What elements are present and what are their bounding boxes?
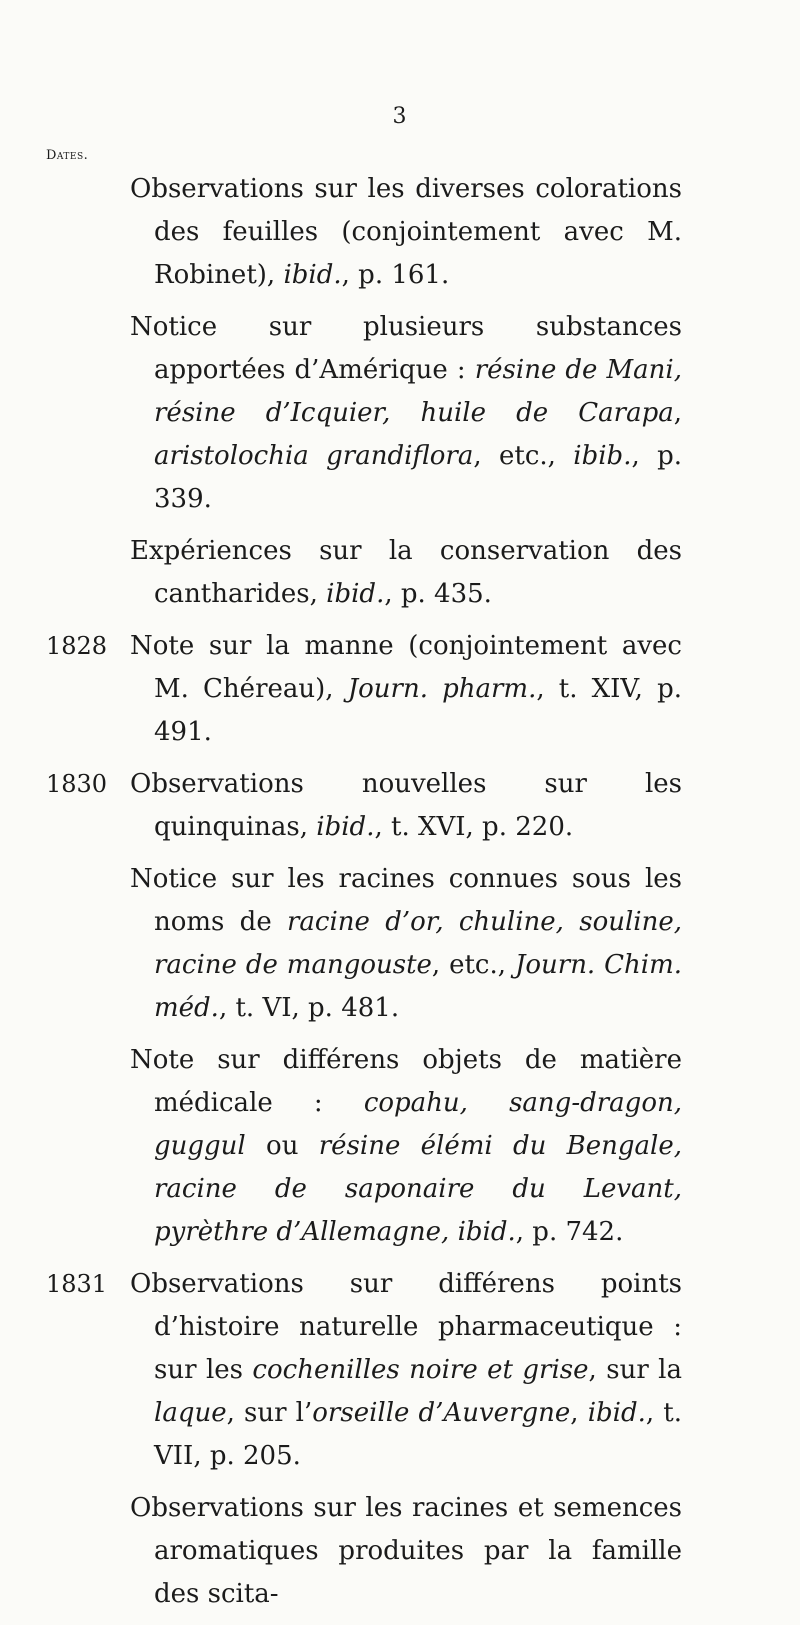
entry-text: , t. XIV, p. 491. <box>154 674 682 747</box>
entry-text: , p. 435. <box>384 579 492 609</box>
entry <box>130 1039 682 1254</box>
entry-italic-text: ibid. <box>326 579 385 609</box>
entry-text: Observations sur différens points d’histoire naturelle pharmaceutique : sur les <box>130 1269 682 1385</box>
entry-text: Observations sur les diverses colorations des feuilles (conjointement avec M. Robinet), <box>130 174 682 290</box>
entry <box>130 306 682 521</box>
entry-text: , sur l’ <box>226 1398 313 1428</box>
entry <box>130 530 682 616</box>
entry <box>46 625 682 754</box>
entry-text: , p. 161. <box>341 260 450 290</box>
entry-year: 1830 <box>46 770 108 798</box>
entry-text: , etc., <box>431 950 515 980</box>
entry-italic-text: résine de Mani, résine d’Icquier, huile de Carapa <box>154 355 682 428</box>
entry <box>130 168 682 297</box>
entry-text: , sur la <box>588 1355 682 1385</box>
entry <box>130 858 682 1030</box>
entry-text: , <box>673 398 682 428</box>
entry-italic-text: ibib. <box>573 441 632 471</box>
entry-italic-text: aristolochia grandiflora <box>154 441 474 471</box>
entry-year: 1828 <box>46 632 108 660</box>
entry-text: ou <box>245 1131 319 1161</box>
entry <box>46 1263 683 1478</box>
entry-text: Observations nouvelles sur les quinquinas, <box>130 769 682 842</box>
entry-text: , <box>570 1398 588 1428</box>
entry <box>130 1487 682 1616</box>
entry-italic-text: orseille d’Auvergne <box>312 1398 571 1428</box>
entry-italic-text: ibid. <box>316 812 375 842</box>
entry-text: , t. VII, p. 205. <box>154 1398 683 1471</box>
dates-column-label: Dates. <box>46 148 89 163</box>
entry-year: 1831 <box>46 1270 108 1298</box>
bibliography-entries <box>0 168 800 1625</box>
entry-text: Notice sur plusieurs substances apportées d’Amérique : <box>130 312 682 385</box>
entry <box>46 763 682 849</box>
entry-italic-text: laque <box>154 1398 227 1428</box>
entry-text: , p. 339. <box>154 441 683 514</box>
entry-text: Note sur la manne (conjointement avec M. Chéreau), <box>130 631 682 704</box>
entry-text: , p. 742. <box>515 1217 624 1247</box>
entry-italic-text: cochenilles noire et grise <box>252 1355 589 1385</box>
entry-italic-text: Journ. Chim. méd. <box>154 950 682 1023</box>
entry-text: Observations sur les racines et semences aromatiques produites par la famille des scita- <box>130 1493 682 1609</box>
entry-italic-text: copahu, sang-dragon, guggul <box>154 1088 682 1161</box>
entry-text: , t. XVI, p. 220. <box>374 812 574 842</box>
entry-italic-text: racine d’or, chuline, souline, racine de mangouste <box>154 907 682 980</box>
page-number: 3 <box>392 104 408 129</box>
entry-text: Notice sur les racines connues sous les noms de <box>130 864 682 937</box>
entry-text: , etc., <box>473 441 574 471</box>
entry-italic-text: ibid. <box>587 1398 646 1428</box>
entry-text: Expériences sur la conservation des cantharides, <box>130 536 682 609</box>
entry-italic-text: Journ. pharm. <box>347 674 537 704</box>
entry-italic-text: ibid. <box>283 260 342 290</box>
entry-text: Note sur différens objets de matière médicale : <box>130 1045 682 1118</box>
entry-italic-text: résine élémi du Bengale, racine de saponaire du Levant, pyrèthre d’Allemagne, ibid. <box>154 1131 682 1247</box>
entry-text: , t. VI, p. 481. <box>218 993 400 1023</box>
